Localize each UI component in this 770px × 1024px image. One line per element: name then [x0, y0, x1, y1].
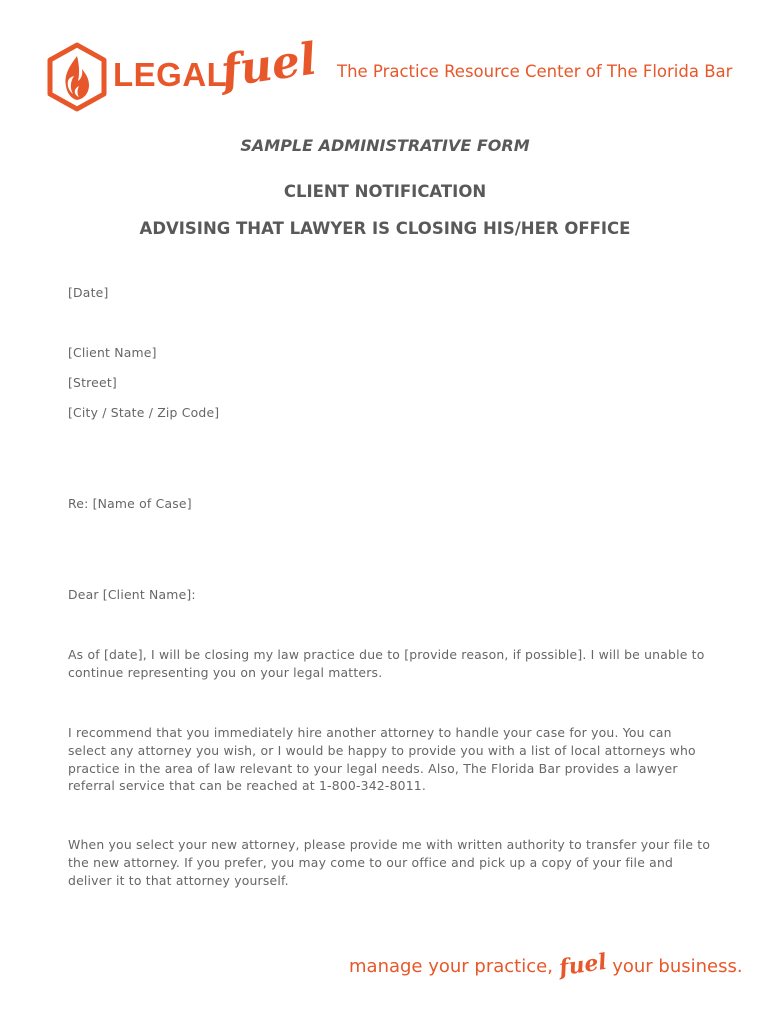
paragraph-line: When you select your new attorney, please provide me with written authority to transfer your file to — [68, 837, 711, 852]
footer-slogan — [349, 948, 743, 982]
header-tagline: The Practice Resource Center of The Florida Bar — [337, 62, 733, 81]
document-heading-secondary: ADVISING THAT LAWYER IS CLOSING HIS/HER OFFICE — [139, 219, 631, 238]
footer-slogan-part-2: your business. — [606, 956, 743, 977]
re-line: Re: [Name of Case] — [68, 496, 192, 511]
date-placeholder: [Date] — [68, 285, 109, 300]
footer-slogan-fuel: fuel — [557, 948, 609, 982]
street-placeholder: [Street] — [68, 375, 117, 390]
paragraph-closing-notice — [68, 646, 708, 682]
paragraph-line: continue representing you on your legal matters. — [68, 664, 383, 680]
paragraph-line: I recommend that you immediately hire another attorney to handle your case for you. You can — [68, 725, 672, 740]
client-name-placeholder: [Client Name] — [68, 345, 157, 360]
salutation: Dear [Client Name]: — [68, 587, 196, 602]
paragraph-line: select any attorney you wish, or I would be happy to provide you with a list of local attorneys who — [68, 742, 696, 758]
paragraph-line: As of [date], I will be closing my law practice due to [provide reason, if possible]. I will be unable to — [68, 647, 705, 662]
city-state-zip-placeholder: [City / State / Zip Code] — [68, 405, 220, 420]
paragraph-line: deliver it to that attorney yourself. — [68, 872, 289, 888]
document-heading-primary: CLIENT NOTIFICATION — [283, 182, 487, 201]
paragraph-line: practice in the area of law relevant to your legal needs. Also, The Florida Bar provides a lawyer — [68, 760, 678, 776]
paragraph-transfer-file — [68, 836, 711, 889]
form-label: SAMPLE ADMINISTRATIVE FORM — [240, 136, 530, 155]
paragraph-line: referral service that can be reached at 1-800-342-8011. — [68, 778, 427, 794]
paragraph-line: the new attorney. If you prefer, you may come to our office and pick up a copy of your file and — [68, 854, 674, 870]
logo-text-fuel: fuel — [217, 33, 320, 98]
logo-text-legal: LEGAL — [113, 56, 228, 93]
footer-slogan-part-1: manage your practice, — [349, 956, 559, 977]
legalfuel-flame-hexagon-icon — [46, 42, 108, 112]
paragraph-hire-attorney — [68, 724, 708, 795]
